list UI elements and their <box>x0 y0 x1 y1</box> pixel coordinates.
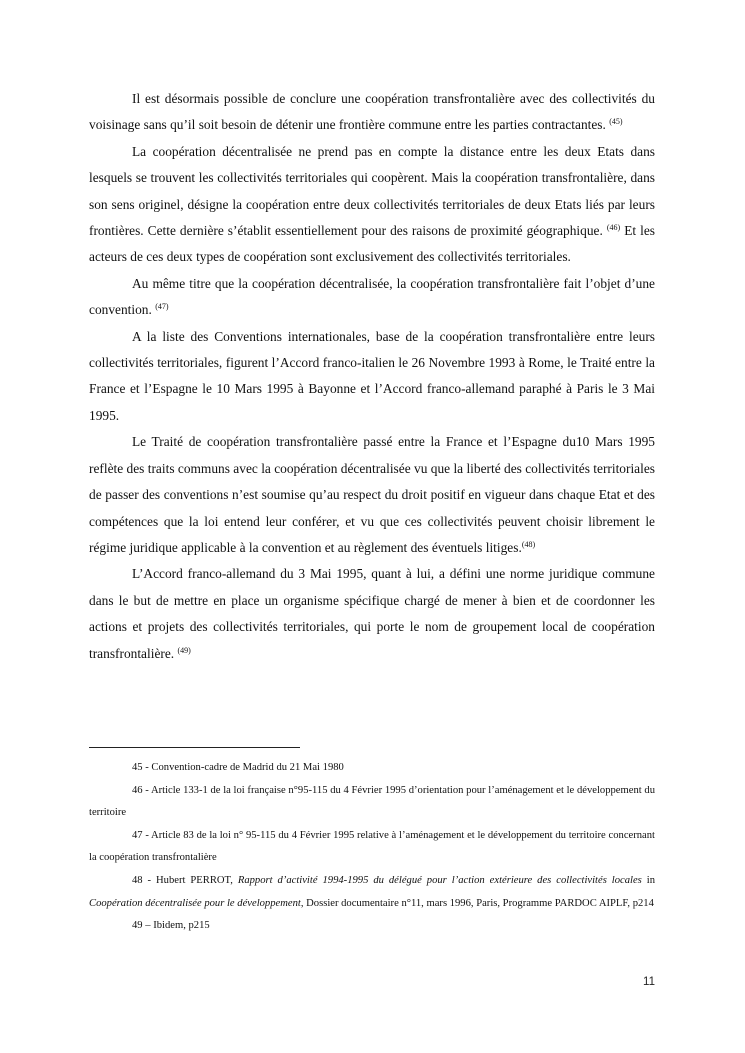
publication-title: Coopération décentralisée pour le développement <box>89 897 301 909</box>
footnote-49: 49 – Ibidem, p215 <box>132 920 210 932</box>
footnote-divider <box>89 747 300 748</box>
page-number: 11 <box>643 976 655 988</box>
footnote-ref: (49) <box>177 645 191 655</box>
paragraph: Au même titre que la coopération décentralisée, la coopération transfrontalière fait l’objet d’une convention. $^{(47)}$ <box>89 275 655 318</box>
footnote-46: 46 - Article 133-1 de la loi française n°95-115 du 4 Février 1995 d’orientation pour l’aménagement et le développement du territoire <box>89 784 655 819</box>
body-text <box>89 86 655 667</box>
footnote-ref: (46) <box>606 223 621 233</box>
footnote-48: 48 - Hubert PERROT, Rapport d’activité 1994-1995 du délégué pour l’action extérieure des collectivités locales in Coopération décentralisée pour le développement, Dossier documentaire n°11, mars 1996, Paris, Programme PARDOC AIPLF, p214 <box>89 874 655 909</box>
paragraph: Il est désormais possible de conclure une coopération transfrontalière avec des collectivités du voisinage sans qu’il soit besoin de détenir une frontière commune entre les parties contractantes. $^{(45)}$ <box>89 91 655 133</box>
footnote-47: 47 - Article 83 de la loi n° 95-115 du 4 Février 1995 relative à l’aménagement et le développement du territoire concernant la coopération transfrontalière <box>89 829 655 864</box>
report-title: Rapport d’activité 1994-1995 du délégué pour l’action extérieure des collectivités locales <box>237 874 642 886</box>
footnote-45: 45 - Convention-cadre de Madrid du 21 Mai 1980 <box>132 762 344 773</box>
paragraph: L’Accord franco-allemand du 3 Mai 1995, quant à lui, a défini une norme juridique commune dans le but de mettre en place un organisme spécifique chargé de mener à bien et de coordonner les actions et projets des collectivités territoriales, qui porte le nom de groupement local de coopération transfrontalière. $^{(49)}$ <box>89 566 655 661</box>
paragraph: Le Traité de coopération transfrontalière passé entre la France et l’Espagne du10 Mars 1995 reflète des traits communs avec la coopération décentralisée vu que la liberté des collectivités territoriales de passer des conventions n’est soumise qu’au respect du droit positif en vigueur dans chaque Etat et des compétences que la loi entend leur conférer, et vu que ces collectivités peuvent choisir librement le régime juridique applicable à la convention et au règlement des éventuels litiges.$^{(48)}$ <box>89 434 655 555</box>
footnote-ref: (48) <box>521 539 536 549</box>
paragraph: La coopération décentralisée ne prend pas en compte la distance entre les deux Etats dans lesquels se trouvent les collectivités territoriales qui coopèrent. Mais la coopération transfrontalière, dans son sens originel, désigne la coopération entre deux collectivités territoriales de deux Etats liés par leurs frontières. Cette dernière s’établit essentiellement pour des raisons de proximité géographique. $^{(46)}$ Et les acteurs de ces deux types de coopération sont exclusivement des collectivités territoriales. <box>89 143 655 265</box>
paragraph: A la liste des Conventions internationales, base de la coopération transfrontalière entre leurs collectivités territoriales, figurent l’Accord franco-italien le 26 Novembre 1993 à Rome, le Traité entre la France et l’Espagne le 10 Mars 1995 à Bayonne et l’Accord franco-allemand paraphé à Paris le 3 Mai 1995. <box>89 328 655 423</box>
footnote-ref: (45) <box>609 117 623 127</box>
footnotes <box>89 757 655 938</box>
footnote-ref: (47) <box>155 302 169 312</box>
